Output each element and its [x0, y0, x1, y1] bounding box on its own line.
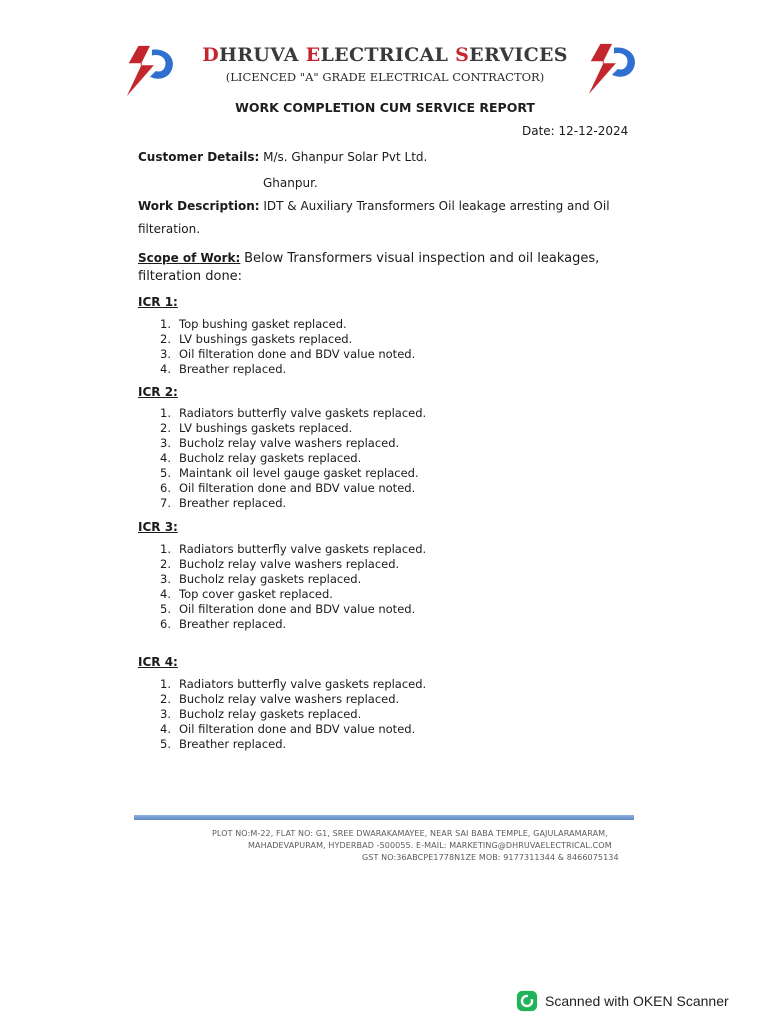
item-text: Top bushing gasket replaced.	[179, 317, 347, 331]
footer-address-line2: MAHADEVAPURAM, HYDERBAD -500055. E-MAIL: MARKETING@DHRUVAELECTRICAL.COM	[248, 841, 612, 850]
list-item	[160, 722, 426, 737]
item-number: 1.	[160, 317, 171, 331]
customer-city: Ghanpur.	[263, 176, 318, 190]
report-date: Date: 12-12-2024	[522, 124, 629, 138]
customer-name: M/s. Ghanpur Solar Pvt Ltd.	[263, 150, 428, 164]
section-list-icr1	[160, 317, 415, 377]
item-text: Oil filteration done and BDV value noted.	[179, 602, 416, 616]
company-name	[150, 44, 620, 66]
list-item	[160, 406, 426, 421]
item-number: 2.	[160, 332, 171, 346]
item-number: 2.	[160, 692, 171, 706]
scope-label: Scope of Work:	[138, 251, 241, 265]
oken-scanner-icon	[516, 990, 538, 1012]
item-number: 3.	[160, 572, 171, 586]
item-number: 2.	[160, 421, 171, 435]
item-text: Breather replaced.	[179, 617, 287, 631]
item-text: Breather replaced.	[179, 362, 287, 376]
item-number: 6.	[160, 481, 171, 495]
section-title-icr4: ICR 4:	[138, 655, 178, 669]
item-text: Maintank oil level gauge gasket replaced.	[179, 466, 419, 480]
list-item	[160, 466, 426, 481]
item-number: 4.	[160, 451, 171, 465]
section-list-icr4	[160, 677, 426, 752]
licence-line: (LICENCED "A" GRADE ELECTRICAL CONTRACTOR)	[225, 70, 545, 84]
list-item	[160, 362, 415, 377]
list-item	[160, 707, 426, 722]
work-description-line1: IDT & Auxiliary Transformers Oil leakage arresting and Oil	[263, 199, 610, 213]
item-text: Radiators butterfly valve gaskets replaced.	[179, 406, 427, 420]
item-number: 5.	[160, 602, 171, 616]
item-text: Breather replaced.	[179, 496, 287, 510]
item-text: Bucholz relay gaskets replaced.	[179, 707, 362, 721]
section-title-icr2: ICR 2:	[138, 385, 178, 399]
item-number: 5.	[160, 466, 171, 480]
list-item	[160, 317, 415, 332]
company-initial-d: D	[202, 44, 219, 66]
item-number: 6.	[160, 617, 171, 631]
company-initial-e: E	[305, 44, 321, 66]
item-number: 4.	[160, 587, 171, 601]
list-item	[160, 436, 426, 451]
report-title: WORK COMPLETION CUM SERVICE REPORT	[235, 100, 535, 115]
item-text: Bucholz relay gaskets replaced.	[179, 451, 362, 465]
company-word-3: ERVICES	[469, 44, 568, 66]
item-number: 1.	[160, 542, 171, 556]
list-item	[160, 332, 415, 347]
item-text: Top cover gasket replaced.	[179, 587, 333, 601]
list-item	[160, 451, 426, 466]
item-text: Bucholz relay valve washers replaced.	[179, 557, 400, 571]
item-text: Bucholz relay valve washers replaced.	[179, 436, 400, 450]
item-text: Oil filteration done and BDV value noted.	[179, 722, 416, 736]
list-item	[160, 677, 426, 692]
item-number: 4.	[160, 362, 171, 376]
customer-details-label: Customer Details:	[138, 150, 260, 164]
section-title-icr1: ICR 1:	[138, 295, 178, 309]
list-item	[160, 542, 426, 557]
item-number: 2.	[160, 557, 171, 571]
item-number: 3.	[160, 436, 171, 450]
item-number: 7.	[160, 496, 171, 510]
item-text: Radiators butterfly valve gaskets replaced.	[179, 677, 427, 691]
item-text: Oil filteration done and BDV value noted.	[179, 347, 416, 361]
item-text: LV bushings gaskets replaced.	[179, 332, 353, 346]
list-item	[160, 617, 426, 632]
scanner-text: Scanned with OKEN Scanner	[545, 993, 729, 1009]
list-item	[160, 737, 426, 752]
item-text: Radiators butterfly valve gaskets replaced.	[179, 542, 427, 556]
item-number: 1.	[160, 406, 171, 420]
work-description-label: Work Description:	[138, 199, 260, 213]
list-item	[160, 421, 426, 436]
item-number: 1.	[160, 677, 171, 691]
list-item	[160, 692, 426, 707]
item-text: Bucholz relay valve washers replaced.	[179, 692, 400, 706]
item-text: LV bushings gaskets replaced.	[179, 421, 353, 435]
work-description-row	[138, 199, 610, 213]
company-initial-s: S	[455, 44, 470, 66]
list-item	[160, 602, 426, 617]
company-word-1: HRUVA	[218, 44, 306, 66]
footer-address-line1: PLOT NO:M-22, FLAT NO: G1, SREE DWARAKAMAYEE, NEAR SAI BABA TEMPLE, GAJULARAMARAM,	[212, 829, 608, 838]
customer-details-row	[138, 150, 427, 164]
item-number: 3.	[160, 707, 171, 721]
list-item	[160, 587, 426, 602]
footer-gst-mobile: GST NO:36ABCPE1778N1ZE MOB: 9177311344 & 8466075134	[362, 853, 619, 862]
scope-line2: filteration done:	[138, 269, 243, 284]
item-number: 3.	[160, 347, 171, 361]
section-title-icr3: ICR 3:	[138, 520, 178, 534]
item-number: 5.	[160, 737, 171, 751]
list-item	[160, 557, 426, 572]
list-item	[160, 481, 426, 496]
list-item	[160, 347, 415, 362]
scope-line1: Below Transformers visual inspection and oil leakages,	[244, 251, 600, 266]
section-list-icr3	[160, 542, 426, 632]
scope-row	[138, 251, 599, 266]
item-text: Oil filteration done and BDV value noted.	[179, 481, 416, 495]
company-word-2: LECTRICAL	[320, 44, 456, 66]
list-item	[160, 496, 426, 511]
item-text: Bucholz relay gaskets replaced.	[179, 572, 362, 586]
item-text: Breather replaced.	[179, 737, 287, 751]
section-list-icr2	[160, 406, 426, 511]
item-number: 4.	[160, 722, 171, 736]
list-item	[160, 572, 426, 587]
work-description-line2: filteration.	[138, 222, 201, 236]
scanner-watermark	[516, 990, 729, 1012]
footer-divider	[134, 815, 634, 820]
